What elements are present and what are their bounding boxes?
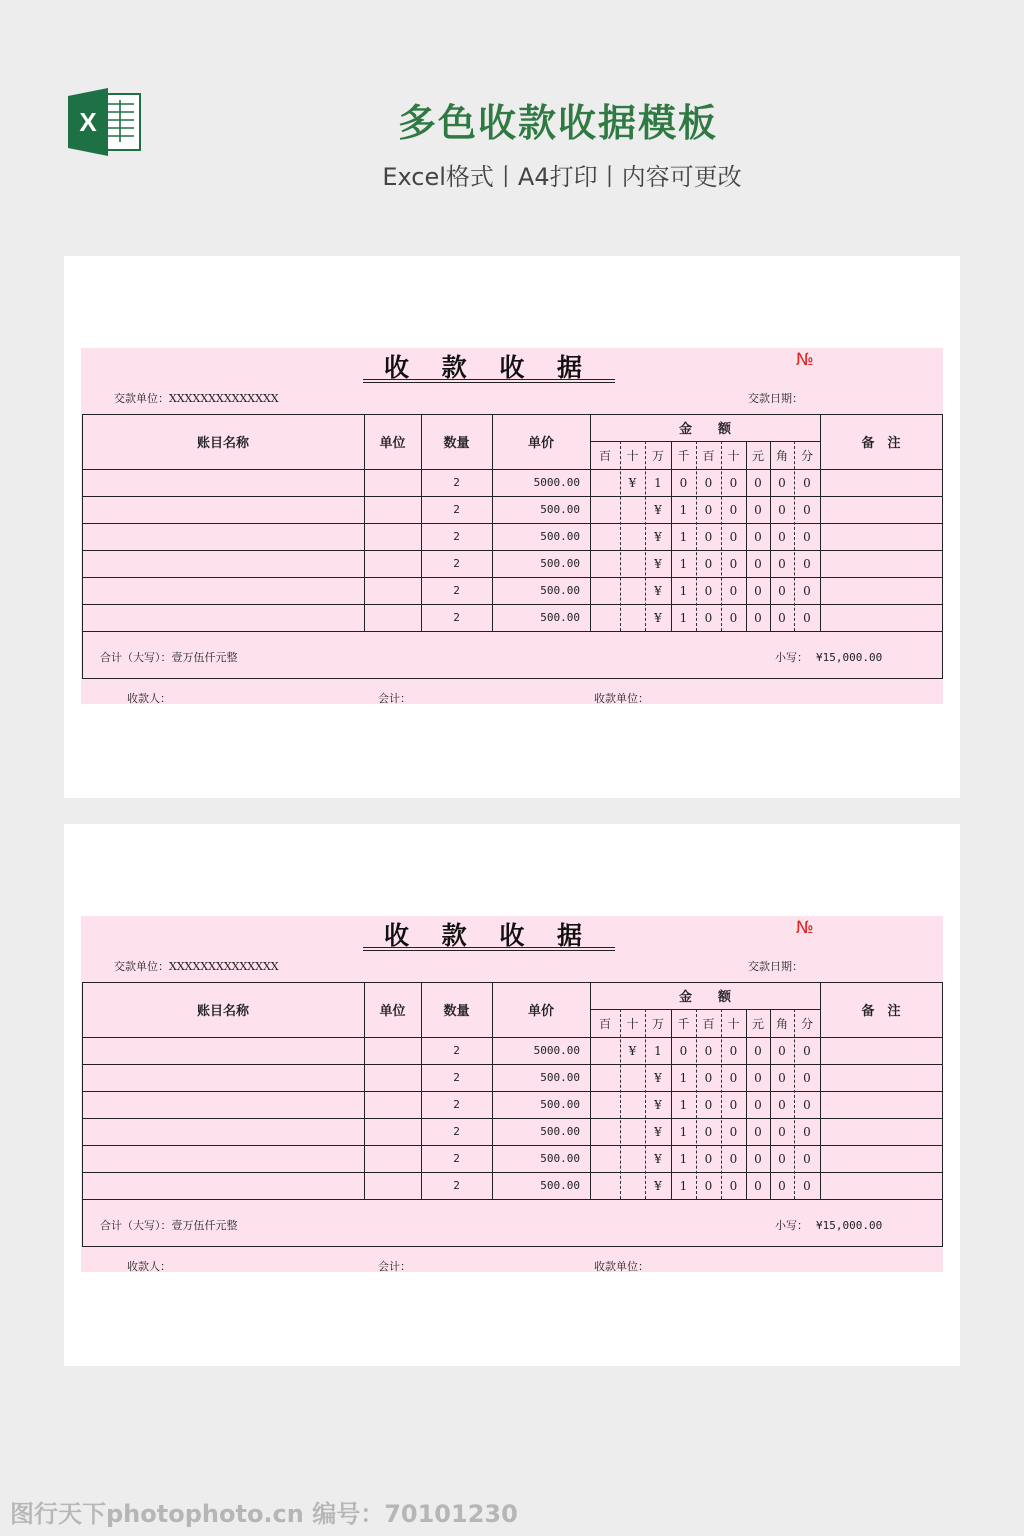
price-cell[interactable]: 500.00	[540, 1125, 580, 1138]
amount-digit: 0	[704, 502, 713, 517]
title-underline	[363, 379, 615, 380]
price-cell[interactable]: 500.00	[540, 1098, 580, 1111]
digit-divider	[696, 1009, 697, 1199]
amount-digit	[590, 1037, 620, 1064]
grid-line	[421, 982, 422, 1199]
qty-cell[interactable]: 2	[453, 503, 460, 516]
amount-digit: ¥	[628, 475, 637, 490]
receipt-number-label: №	[796, 350, 814, 370]
grid-line	[820, 414, 821, 631]
amount-digit: 0	[704, 475, 713, 490]
price-cell[interactable]: 5000.00	[533, 476, 580, 489]
unit-cell[interactable]	[364, 1172, 421, 1199]
grid-line	[942, 414, 943, 678]
amount-digit: 0	[803, 556, 811, 571]
col-remark: 备 注	[861, 1004, 901, 1019]
amount-digit: 0	[754, 502, 762, 517]
digit-header: 十	[626, 448, 639, 463]
remark-cell[interactable]	[820, 1037, 942, 1064]
amount-digit: 0	[754, 556, 762, 571]
qty-cell[interactable]: 2	[453, 1179, 460, 1192]
digit-header: 分	[800, 448, 813, 463]
amount-digit: 0	[803, 1070, 811, 1085]
date-label: 交款日期：	[748, 392, 803, 405]
digit-header: 万	[651, 448, 664, 463]
amount-digit	[620, 1064, 645, 1091]
account-name-cell[interactable]	[82, 604, 364, 631]
unit-cell[interactable]	[364, 1145, 421, 1172]
grid-line	[82, 1199, 943, 1200]
qty-cell[interactable]: 2	[453, 1125, 460, 1138]
amount-digit: 0	[704, 583, 713, 598]
small-label: 小写：	[775, 651, 808, 664]
account-name-cell[interactable]	[82, 1145, 364, 1172]
payer-value[interactable]: XXXXXXXXXXXXXX	[169, 392, 279, 405]
amount-digit: 0	[679, 475, 688, 490]
amount-digit	[620, 1091, 645, 1118]
amount-digit	[590, 604, 620, 631]
qty-cell[interactable]: 2	[453, 1044, 460, 1057]
digit-header: 百	[702, 1016, 715, 1031]
amount-digit: 0	[704, 1124, 713, 1139]
receipt	[81, 916, 943, 1272]
amount-digit	[590, 1145, 620, 1172]
grid-line	[82, 631, 943, 632]
price-cell[interactable]: 500.00	[540, 557, 580, 570]
payer-field	[114, 390, 279, 406]
digit-header: 百	[598, 1016, 611, 1031]
digit-divider	[620, 441, 621, 631]
digit-divider	[645, 441, 646, 631]
digit-header: 十	[727, 1016, 740, 1031]
digit-divider	[721, 1009, 722, 1199]
total-value[interactable]: 壹万伍仟元整	[171, 651, 238, 664]
receipt-title: 收 款 收 据	[383, 353, 595, 382]
title-underline	[363, 382, 615, 383]
digit-header: 十	[727, 448, 740, 463]
grid-line	[364, 414, 365, 631]
unit-cell[interactable]	[364, 1037, 421, 1064]
watermark: 图行天下photophoto.cn 编号：70101230	[10, 1500, 518, 1528]
grid-line	[590, 414, 591, 631]
grid-line	[82, 982, 943, 983]
payer-label: 交款单位：	[114, 392, 169, 405]
amount-digit: 0	[729, 1178, 738, 1193]
grid-line	[492, 414, 493, 631]
amount-digit: 0	[778, 502, 786, 517]
page-title: 多色收款收据模板	[397, 101, 718, 145]
col-price: 单价	[527, 1004, 554, 1019]
payee-label: 收款人：	[127, 1260, 171, 1273]
grid-line	[82, 678, 943, 679]
price-cell[interactable]: 500.00	[540, 503, 580, 516]
qty-cell[interactable]: 2	[453, 476, 460, 489]
amount-digit: 0	[803, 583, 811, 598]
amount-digit	[620, 604, 645, 631]
payer-label: 交款单位：	[114, 960, 169, 973]
amount-digit: 0	[729, 1097, 738, 1112]
col-account-name: 账目名称	[196, 1004, 249, 1019]
account-name-cell[interactable]	[82, 1037, 364, 1064]
receipt-title: 收 款 收 据	[383, 921, 595, 950]
amount-digit: 1	[679, 502, 688, 517]
col-amount: 金 额	[678, 422, 731, 437]
amount-digit: 0	[778, 1070, 786, 1085]
amount-digit	[590, 1118, 620, 1145]
digit-divider	[721, 441, 722, 631]
qty-cell[interactable]: 2	[453, 611, 460, 624]
qty-cell[interactable]: 2	[453, 1098, 460, 1111]
amount-digit: 0	[729, 1070, 738, 1085]
remark-cell[interactable]	[820, 1091, 942, 1118]
amount-digit: 0	[754, 583, 762, 598]
amount-digit: 1	[679, 1178, 688, 1193]
amount-digit: 0	[754, 610, 762, 625]
remark-cell[interactable]	[820, 1064, 942, 1091]
amount-digit: 0	[803, 1151, 811, 1166]
amount-digit: 0	[778, 1124, 786, 1139]
digit-header: 百	[702, 448, 715, 463]
digit-divider	[645, 1009, 646, 1199]
amount-digit: 0	[729, 529, 738, 544]
amount-digit: 0	[778, 610, 786, 625]
accountant-label: 会计：	[378, 1260, 411, 1273]
grid-line	[82, 414, 943, 415]
amount-digit	[590, 1064, 620, 1091]
amount-digit: 0	[754, 1097, 762, 1112]
digit-divider	[794, 441, 795, 631]
amount-digit: ¥	[654, 583, 662, 598]
qty-cell[interactable]: 2	[453, 1152, 460, 1165]
unit-cell[interactable]	[364, 496, 421, 523]
col-amount: 金 额	[678, 990, 731, 1005]
digit-header: 角	[775, 1016, 788, 1031]
amount-digit: ¥	[654, 1097, 662, 1112]
account-name-cell[interactable]	[82, 496, 364, 523]
total-value[interactable]: 壹万伍仟元整	[171, 1219, 238, 1232]
amount-digit: ¥	[654, 1178, 662, 1193]
amount-digit: 0	[803, 1178, 811, 1193]
grid-line	[942, 982, 943, 1246]
grid-line	[590, 982, 591, 1199]
digit-divider	[696, 441, 697, 631]
account-name-cell[interactable]	[82, 1118, 364, 1145]
account-name-cell[interactable]	[82, 523, 364, 550]
amount-digit: 0	[729, 583, 738, 598]
accountant-label: 会计：	[378, 692, 411, 705]
date-label: 交款日期：	[748, 960, 803, 973]
grid-line	[82, 469, 943, 470]
account-name-cell[interactable]	[82, 1091, 364, 1118]
amount-digit: 1	[679, 529, 688, 544]
payer-value[interactable]: XXXXXXXXXXXXXX	[169, 960, 279, 973]
total-label: 合计（大写）：	[100, 651, 172, 664]
grid-line	[82, 1037, 943, 1038]
receiving-unit-label: 收款单位：	[594, 692, 649, 705]
amount-digit: 0	[754, 1178, 762, 1193]
grid-line	[590, 441, 820, 442]
receipt-sheet-1	[64, 256, 960, 798]
amount-digit: 0	[704, 1043, 713, 1058]
amount-digit: 0	[729, 1151, 738, 1166]
remark-cell[interactable]	[820, 1118, 942, 1145]
amount-digit	[620, 1172, 645, 1199]
amount-digit: 0	[754, 1043, 762, 1058]
grid-line	[82, 1246, 943, 1247]
remark-cell[interactable]	[820, 469, 942, 496]
grid-line	[82, 1172, 943, 1173]
account-name-cell[interactable]	[82, 469, 364, 496]
amount-digit: 1	[679, 610, 688, 625]
total-label: 合计（大写）：	[100, 1219, 172, 1232]
small-value[interactable]: ¥15,000.00	[816, 651, 883, 664]
digit-header: 千	[677, 448, 690, 463]
amount-digit: 0	[754, 1070, 762, 1085]
amount-digit: 0	[754, 475, 762, 490]
grid-line	[746, 441, 747, 631]
unit-cell[interactable]	[364, 523, 421, 550]
amount-digit: 0	[679, 1043, 688, 1058]
qty-cell[interactable]: 2	[453, 557, 460, 570]
amount-digit	[620, 550, 645, 577]
digit-header: 元	[751, 1016, 764, 1031]
amount-digit: 1	[654, 475, 662, 490]
amount-digit: 0	[704, 556, 713, 571]
total-uppercase	[100, 649, 238, 665]
amount-digit: 0	[754, 1124, 762, 1139]
small-value[interactable]: ¥15,000.00	[816, 1219, 883, 1232]
remark-cell[interactable]	[820, 496, 942, 523]
grid-line	[770, 1009, 771, 1199]
digit-header: 千	[677, 1016, 690, 1031]
amount-digit: 0	[803, 502, 811, 517]
receiving-unit-label: 收款单位：	[594, 1260, 649, 1273]
receipt-number-label: №	[796, 918, 814, 938]
col-price: 单价	[527, 436, 554, 451]
receipt	[81, 348, 943, 704]
amount-digit: 1	[679, 1097, 688, 1112]
total-numeric	[775, 649, 882, 665]
amount-digit	[590, 1091, 620, 1118]
amount-digit: 1	[679, 1070, 688, 1085]
account-name-cell[interactable]	[82, 1064, 364, 1091]
amount-digit: 0	[778, 1178, 786, 1193]
amount-digit: ¥	[654, 1124, 662, 1139]
amount-digit: ¥	[654, 556, 662, 571]
digit-header: 十	[626, 1016, 639, 1031]
amount-digit: 0	[754, 529, 762, 544]
amount-digit: 0	[704, 1070, 713, 1085]
grid-line	[82, 1064, 943, 1065]
digit-header: 元	[751, 448, 764, 463]
amount-digit: 0	[778, 556, 786, 571]
grid-line	[82, 604, 943, 605]
col-qty: 数量	[443, 436, 470, 451]
digit-header: 分	[800, 1016, 813, 1031]
amount-digit: 0	[778, 529, 786, 544]
amount-digit: 0	[803, 1043, 811, 1058]
account-name-cell[interactable]	[82, 550, 364, 577]
amount-digit: 0	[729, 610, 738, 625]
amount-digit: 0	[729, 1124, 738, 1139]
grid-line	[820, 982, 821, 1199]
amount-digit	[620, 496, 645, 523]
col-remark: 备 注	[861, 436, 901, 451]
remark-cell[interactable]	[820, 523, 942, 550]
amount-digit: 0	[803, 610, 811, 625]
grid-line	[421, 414, 422, 631]
title-underline	[363, 950, 615, 951]
qty-cell[interactable]: 2	[453, 530, 460, 543]
amount-digit: 0	[803, 1097, 811, 1112]
amount-digit: 0	[778, 1097, 786, 1112]
amount-digit	[620, 523, 645, 550]
grid-line	[82, 523, 943, 524]
grid-line	[770, 441, 771, 631]
amount-digit: 0	[704, 610, 713, 625]
qty-cell[interactable]: 2	[453, 584, 460, 597]
grid-line	[82, 1091, 943, 1092]
amount-digit: 0	[778, 583, 786, 598]
amount-digit: ¥	[654, 1070, 662, 1085]
price-cell[interactable]: 500.00	[540, 1071, 580, 1084]
amount-digit: ¥	[654, 1151, 662, 1166]
unit-cell[interactable]	[364, 1118, 421, 1145]
amount-digit	[590, 523, 620, 550]
amount-digit: 0	[729, 502, 738, 517]
grid-line	[364, 982, 365, 1199]
amount-digit	[590, 496, 620, 523]
remark-cell[interactable]	[820, 550, 942, 577]
grid-line	[82, 982, 83, 1246]
qty-cell[interactable]: 2	[453, 1071, 460, 1084]
excel-logo-letter: X	[79, 107, 97, 137]
amount-digit: 0	[729, 475, 738, 490]
grid-line	[82, 496, 943, 497]
total-uppercase	[100, 1217, 238, 1233]
grid-line	[82, 1118, 943, 1119]
unit-cell[interactable]	[364, 604, 421, 631]
price-cell[interactable]: 500.00	[540, 530, 580, 543]
grid-line	[82, 550, 943, 551]
amount-digit: ¥	[654, 610, 662, 625]
unit-cell[interactable]	[364, 550, 421, 577]
digit-header: 百	[598, 448, 611, 463]
amount-digit: 1	[679, 1124, 688, 1139]
amount-digit: 0	[729, 1043, 738, 1058]
digit-header: 万	[651, 1016, 664, 1031]
remark-cell[interactable]	[820, 1145, 942, 1172]
amount-digit: 0	[729, 556, 738, 571]
digit-header: 角	[775, 448, 788, 463]
amount-digit: 1	[654, 1043, 662, 1058]
page-subtitle: Excel格式丨A4打印丨内容可更改	[382, 163, 742, 191]
price-cell[interactable]: 500.00	[540, 1152, 580, 1165]
account-name-cell[interactable]	[82, 577, 364, 604]
price-cell[interactable]: 500.00	[540, 1179, 580, 1192]
amount-digit: 0	[778, 1043, 786, 1058]
amount-digit	[590, 469, 620, 496]
grid-line	[746, 1009, 747, 1199]
amount-digit	[620, 1118, 645, 1145]
digit-divider	[794, 1009, 795, 1199]
remark-cell[interactable]	[820, 604, 942, 631]
amount-digit: 0	[803, 1124, 811, 1139]
digit-divider	[620, 1009, 621, 1199]
amount-digit: 0	[803, 475, 811, 490]
title-underline	[363, 947, 615, 948]
col-qty: 数量	[443, 1004, 470, 1019]
grid-line	[590, 1009, 820, 1010]
amount-digit: 0	[778, 1151, 786, 1166]
amount-digit: 0	[778, 475, 786, 490]
grid-line	[82, 577, 943, 578]
amount-digit	[620, 577, 645, 604]
price-cell[interactable]: 5000.00	[533, 1044, 580, 1057]
unit-cell[interactable]	[364, 1064, 421, 1091]
amount-digit: 0	[704, 1178, 713, 1193]
receipt-sheet-2	[64, 824, 960, 1366]
amount-digit: 1	[679, 1151, 688, 1166]
grid-line	[492, 982, 493, 1199]
unit-cell[interactable]	[364, 1091, 421, 1118]
grid-line	[82, 414, 83, 678]
remark-cell[interactable]	[820, 577, 942, 604]
amount-digit	[590, 550, 620, 577]
amount-digit: 0	[754, 1151, 762, 1166]
amount-digit	[590, 1172, 620, 1199]
account-name-cell[interactable]	[82, 1172, 364, 1199]
unit-cell[interactable]	[364, 469, 421, 496]
amount-digit: 1	[679, 556, 688, 571]
unit-cell[interactable]	[364, 577, 421, 604]
grid-line	[671, 1009, 672, 1199]
amount-digit: 0	[704, 1097, 713, 1112]
payer-field	[114, 958, 279, 974]
amount-digit: ¥	[628, 1043, 637, 1058]
amount-digit: ¥	[654, 529, 662, 544]
amount-digit: 0	[704, 1151, 713, 1166]
amount-digit	[590, 577, 620, 604]
col-account-name: 账目名称	[196, 436, 249, 451]
total-numeric	[775, 1217, 882, 1233]
col-unit: 单位	[379, 1004, 406, 1019]
price-cell[interactable]: 500.00	[540, 611, 580, 624]
amount-digit: ¥	[654, 502, 662, 517]
amount-digit: 1	[679, 583, 688, 598]
amount-digit: 0	[704, 529, 713, 544]
col-unit: 单位	[379, 436, 406, 451]
amount-digit: 0	[803, 529, 811, 544]
remark-cell[interactable]	[820, 1172, 942, 1199]
payee-label: 收款人：	[127, 692, 171, 705]
grid-line	[82, 1145, 943, 1146]
grid-line	[671, 441, 672, 631]
small-label: 小写：	[775, 1219, 808, 1232]
price-cell[interactable]: 500.00	[540, 584, 580, 597]
amount-digit	[620, 1145, 645, 1172]
